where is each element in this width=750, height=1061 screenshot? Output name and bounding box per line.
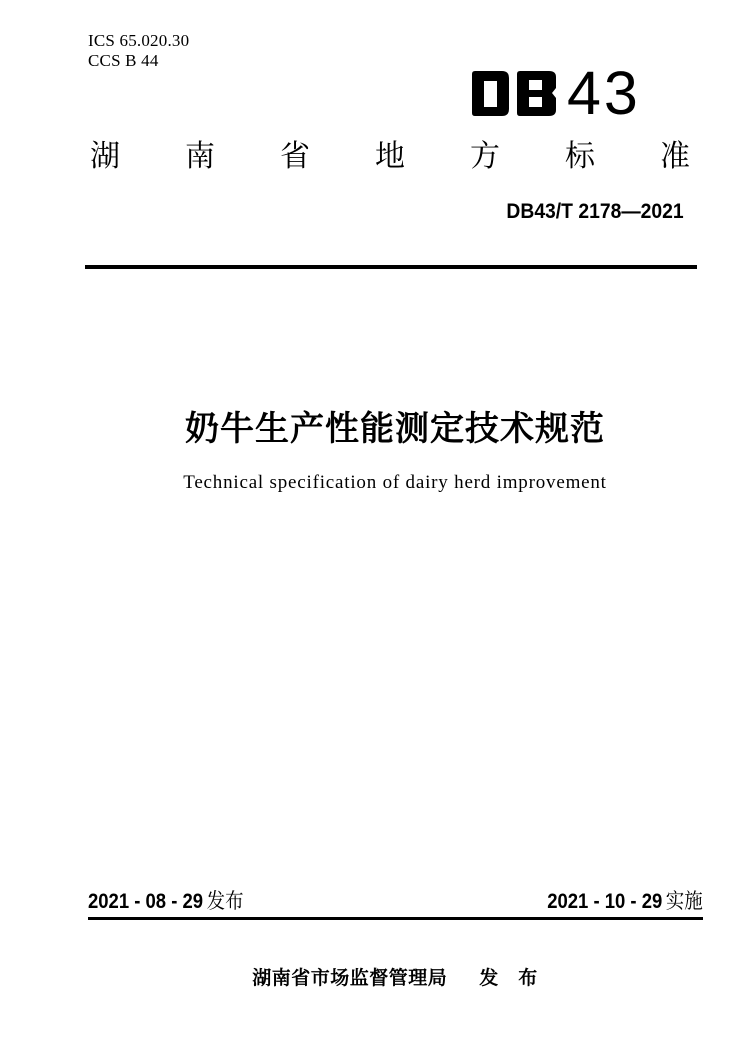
publish-label: 发 布 <box>479 968 538 989</box>
standard-name-char: 标 <box>565 140 595 173</box>
footer-rule <box>88 917 703 920</box>
standard-name-row <box>90 140 690 174</box>
db-logo-icon <box>472 71 556 116</box>
standard-name-char: 地 <box>375 140 405 173</box>
db-logo-region-number: 43 <box>567 59 641 127</box>
standard-title-chinese: 奶牛生产性能测定技术规范 <box>185 410 605 448</box>
issue-date-block <box>88 890 244 914</box>
issue-date: 2021 - 08 - 29 <box>88 890 204 913</box>
standard-name-char: 湖 <box>90 140 120 173</box>
classification-codes <box>88 31 189 71</box>
publisher-name: 湖南省市场监督管理局 <box>252 968 448 989</box>
ccs-code: CCS B 44 <box>88 51 159 70</box>
publisher-row <box>88 963 702 990</box>
header-rule <box>85 265 697 269</box>
standard-name-char: 省 <box>280 140 310 173</box>
document-number: DB43/T 2178—2021 <box>506 200 684 223</box>
standard-name-char: 南 <box>185 140 215 173</box>
date-row <box>88 890 703 914</box>
implement-date: 2021 - 10 - 29 <box>547 890 663 913</box>
ics-code: ICS 65.020.30 <box>88 31 190 50</box>
implement-date-block <box>547 890 703 914</box>
standard-name-char: 准 <box>660 140 690 173</box>
implement-label: 实施 <box>666 890 703 913</box>
db43-logo <box>472 59 641 127</box>
standard-name-char: 方 <box>470 140 500 173</box>
standard-title-english: Technical specification of dairy herd improvement <box>183 472 607 493</box>
issue-label: 发布 <box>206 890 244 913</box>
